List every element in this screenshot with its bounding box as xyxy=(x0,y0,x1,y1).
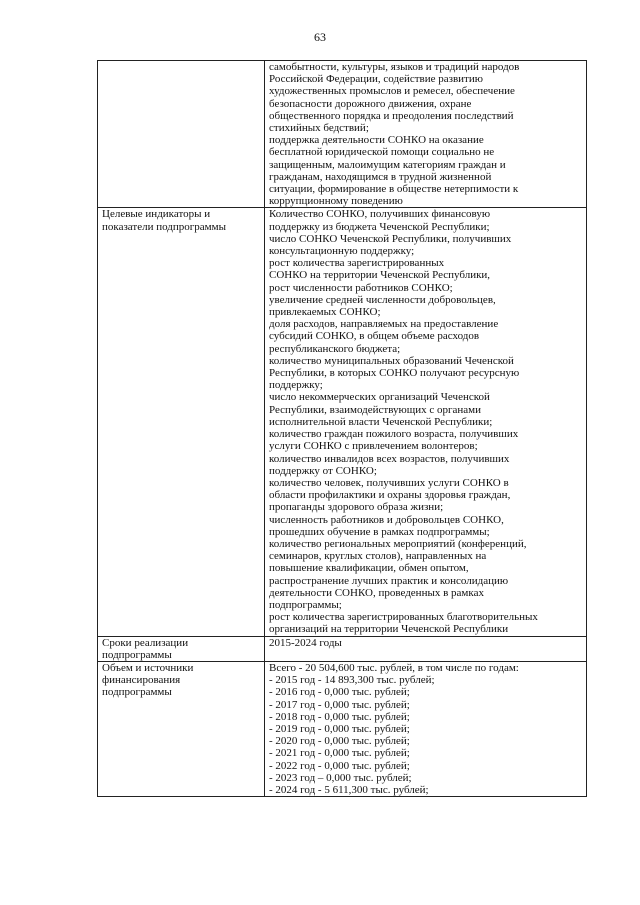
row-content-cell xyxy=(265,636,587,661)
row-content-cell xyxy=(265,61,587,208)
content-line: области профилактики и охраны здоровья граждан, xyxy=(269,489,511,502)
content-line: количество инвалидов всех возрастов, получивших xyxy=(269,452,510,465)
content-line: пропаганды здорового образа жизни; xyxy=(269,501,444,514)
content-line: организаций на территории Чеченской Республики xyxy=(269,623,509,636)
content-line: поддержка деятельности СОНКО на оказание xyxy=(269,134,484,147)
content-line: самобытности, культуры, языков и традиций народов xyxy=(269,61,520,73)
label-line: финансирования xyxy=(102,674,181,687)
content-line: - 2023 год – 0,000 тыс. рублей; xyxy=(269,771,412,784)
content-line: рост количества зарегистрированных xyxy=(269,257,445,270)
content-line: - 2016 год - 0,000 тыс. рублей; xyxy=(269,686,410,699)
content-line: подпрограммы; xyxy=(269,598,342,611)
content-line: деятельности СОНКО, проведенных в рамках xyxy=(269,586,484,599)
table-row xyxy=(98,661,587,796)
content-line: поддержку; xyxy=(269,379,323,392)
content-line: безопасности дорожного движения, охране xyxy=(269,97,472,110)
content-line: рост количества зарегистрированных благотворительных xyxy=(269,611,538,624)
passport-table xyxy=(97,60,587,797)
table-row xyxy=(98,208,587,636)
content-line: стихийных бедствий; xyxy=(269,122,369,135)
content-line: республиканского бюджета; xyxy=(269,342,401,355)
content-line: прошедших обучение в рамках подпрограммы; xyxy=(269,525,490,538)
content-line: консультационную поддержку; xyxy=(269,245,415,258)
label-line: показатели подпрограммы xyxy=(102,220,226,233)
page-number: 63 xyxy=(314,30,326,44)
label-line: подпрограммы xyxy=(102,686,172,699)
content-line: поддержку от СОНКО; xyxy=(269,464,377,477)
content-line: - 2021 год - 0,000 тыс. рублей; xyxy=(269,747,410,760)
row-label-cell xyxy=(98,61,265,208)
content-line: повышение квалификации, обмен опытом, xyxy=(269,562,469,575)
row-content-cell xyxy=(265,661,587,796)
content-line: - 2015 год - 14 893,300 тыс. рублей; xyxy=(269,674,435,687)
content-line: семинаров, круглых столов), направленных на xyxy=(269,550,487,563)
content-line: - 2022 год - 0,000 тыс. рублей; xyxy=(269,759,410,772)
content-line: увеличение средней численности добровольцев, xyxy=(269,293,496,306)
label-line: подпрограммы xyxy=(102,648,172,661)
table-row xyxy=(98,636,587,661)
content-line: бесплатной юридической помощи социально не xyxy=(269,146,495,159)
content-line: субсидий СОНКО, в общем объеме расходов xyxy=(269,330,480,343)
content-line: защищенным, малоимущим категориям граждан и xyxy=(269,158,506,171)
content-line: художественных промыслов и ремесел, обеспечение xyxy=(269,85,515,98)
content-line: 2015-2024 годы xyxy=(269,636,342,649)
content-line: Республики, в которых СОНКО получают ресурсную xyxy=(269,367,520,380)
content-line: рост численности работников СОНКО; xyxy=(269,281,453,294)
content-line: СОНКО на территории Чеченской Республики, xyxy=(269,269,491,282)
content-line: - 2018 год - 0,000 тыс. рублей; xyxy=(269,710,410,723)
content-line: гражданам, находящимся в трудной жизненной xyxy=(269,170,492,183)
table-row xyxy=(98,61,587,208)
label-line: Объем и источники xyxy=(102,661,194,674)
content-line: привлекаемых СОНКО; xyxy=(269,306,381,319)
content-line: число СОНКО Чеченской Республики, получивших xyxy=(269,232,512,245)
content-line: услуги СОНКО с привлечением волонтеров; xyxy=(269,440,478,453)
label-line: Целевые индикаторы и xyxy=(102,208,211,221)
content-line: количество граждан пожилого возраста, получивших xyxy=(269,428,519,441)
content-line: Российской Федерации, содействие развитию xyxy=(269,73,483,86)
content-line: количество региональных мероприятий (конференций, xyxy=(269,537,527,550)
content-line: число некоммерческих организаций Чеченской xyxy=(269,391,490,404)
row-content-cell xyxy=(265,208,587,636)
content-line: коррупционному поведению xyxy=(269,195,403,208)
row-label-cell xyxy=(98,661,265,796)
content-line: распространение лучших практик и консолидацию xyxy=(269,574,509,587)
content-line: ситуации, формирование в обществе нетерпимости к xyxy=(269,183,519,196)
content-line: Количество СОНКО, получивших финансовую xyxy=(269,208,491,221)
row-label-cell xyxy=(98,636,265,661)
content-line: исполнительной власти Чеченской Республики; xyxy=(269,415,493,428)
content-line: количество муниципальных образований Чеченской xyxy=(269,354,514,367)
content-line: Всего - 20 504,600 тыс. рублей, в том числе по годам: xyxy=(269,661,519,674)
row-label-cell xyxy=(98,208,265,636)
content-line: - 2024 год - 5 611,300 тыс. рублей; xyxy=(269,783,429,796)
content-line: - 2020 год - 0,000 тыс. рублей; xyxy=(269,735,410,748)
content-line: Республики, взаимодействующих с органами xyxy=(269,403,481,416)
content-line: доля расходов, направляемых на предоставление xyxy=(269,318,499,331)
content-line: количество человек, получивших услуги СОНКО в xyxy=(269,476,509,489)
content-line: - 2019 год - 0,000 тыс. рублей; xyxy=(269,722,410,735)
content-line: - 2017 год - 0,000 тыс. рублей; xyxy=(269,698,410,711)
content-line: численность работников и добровольцев СОНКО, xyxy=(269,513,504,526)
label-line: Сроки реализации xyxy=(102,636,189,649)
content-line: поддержку из бюджета Чеченской Республики; xyxy=(269,220,490,233)
content-line: общественного порядка и преодоления последствий xyxy=(269,109,514,122)
